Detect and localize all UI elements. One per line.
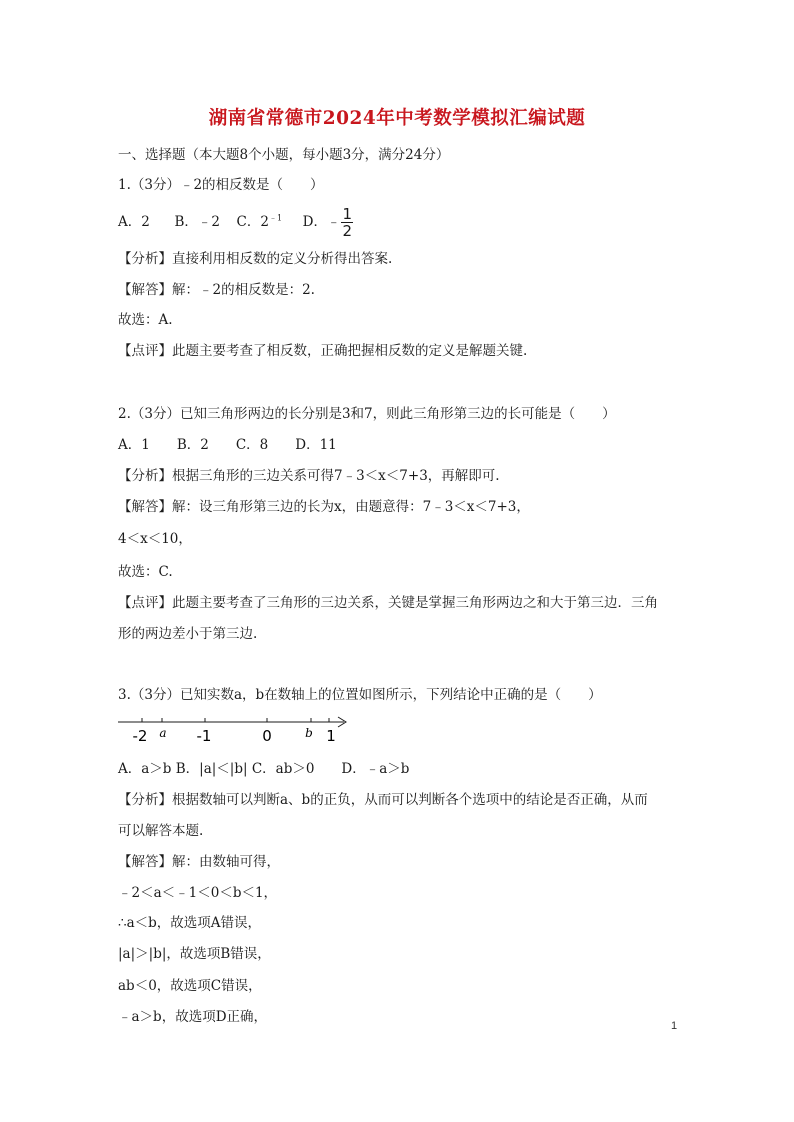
q3-step-3: |a|＞|b|，故选项B错误，	[118, 946, 271, 962]
q3-step-2: ∴a＜b，故选项A错误，	[118, 915, 262, 931]
q2-comment-line-2: 形的两边差小于第三边.	[118, 626, 258, 642]
q2-step: 4＜x＜10，	[118, 531, 192, 547]
q1-options	[118, 206, 353, 239]
q1-solution: 【解答】解：﹣2的相反数是：2.	[118, 282, 315, 298]
q1-analysis: 【分析】直接利用相反数的定义分析得出答案.	[118, 251, 393, 267]
q2-stem: 2.（3分）已知三角形两边的长分别是3和7，则此三角形第三边的长可能是（ ）	[118, 406, 616, 422]
page-number: 1	[671, 1020, 678, 1032]
q2-options: A．1 B．2 C．8 D．11	[118, 437, 337, 453]
q1-option-b: B．﹣2	[174, 214, 220, 230]
label-1: 1	[326, 727, 336, 745]
page-title: 湖南省常德市2024年中考数学模拟汇编试题	[208, 108, 586, 129]
q2-analysis: 【分析】根据三角形的三边关系可得7﹣3＜x＜7+3，再解即可.	[118, 468, 500, 484]
q1-choice: 故选：A.	[118, 312, 173, 328]
q3-options: A．a＞b B．|a|＜|b| C．ab＞0 D．﹣a＞b	[118, 761, 410, 777]
q2-choice: 故选：C.	[118, 564, 173, 580]
q3-step-4: ab＜0，故选项C错误，	[118, 978, 262, 994]
q3-solution: 【解答】解：由数轴可得，	[118, 854, 280, 870]
q3-step-5: ﹣a＞b，故选项D正确，	[118, 1009, 268, 1025]
q1-fraction: $\frac{1}{2}$	[342, 205, 353, 240]
q1-comment: 【点评】此题主要考查了相反数，正确把握相反数的定义是解题关键.	[118, 343, 528, 359]
label-neg2: -2	[132, 727, 148, 745]
q2-solution: 【解答】解：设三角形第三边的长为x，由题意得：7﹣3＜x＜7+3，	[118, 499, 530, 515]
q3-analysis-line-2: 可以解答本题.	[118, 823, 204, 839]
label-neg1: -1	[196, 727, 212, 745]
q3-analysis-line-1: 【分析】根据数轴可以判断a、b的正负，从而可以判断各个选项中的结论是否正确，从而	[118, 792, 648, 808]
label-0: 0	[262, 727, 272, 745]
q1-option-c: C．$2^{﹣1}$	[236, 213, 283, 230]
q1-stem: 1.（3分）﹣2的相反数是（ ）	[118, 177, 324, 193]
q1-option-a: A．2	[118, 214, 150, 230]
q3-stem: 3.（3分）已知实数a，b在数轴上的位置如图所示，下列结论中正确的是（ ）	[118, 687, 602, 703]
label-b: b	[305, 726, 313, 740]
q1-option-d: D．﹣ $\frac{1}{2}$	[302, 205, 353, 240]
number-line	[116, 712, 356, 746]
q3-step-1: ﹣2＜a＜﹣1＜0＜b＜1，	[118, 885, 278, 901]
section-heading: 一、选择题（本大题8个小题，每小题3分，满分24分）	[118, 147, 450, 163]
q2-comment-line-1: 【点评】此题主要考查了三角形的三边关系，关键是掌握三角形两边之和大于第三边．三角	[118, 595, 658, 611]
label-a: a	[159, 726, 167, 740]
